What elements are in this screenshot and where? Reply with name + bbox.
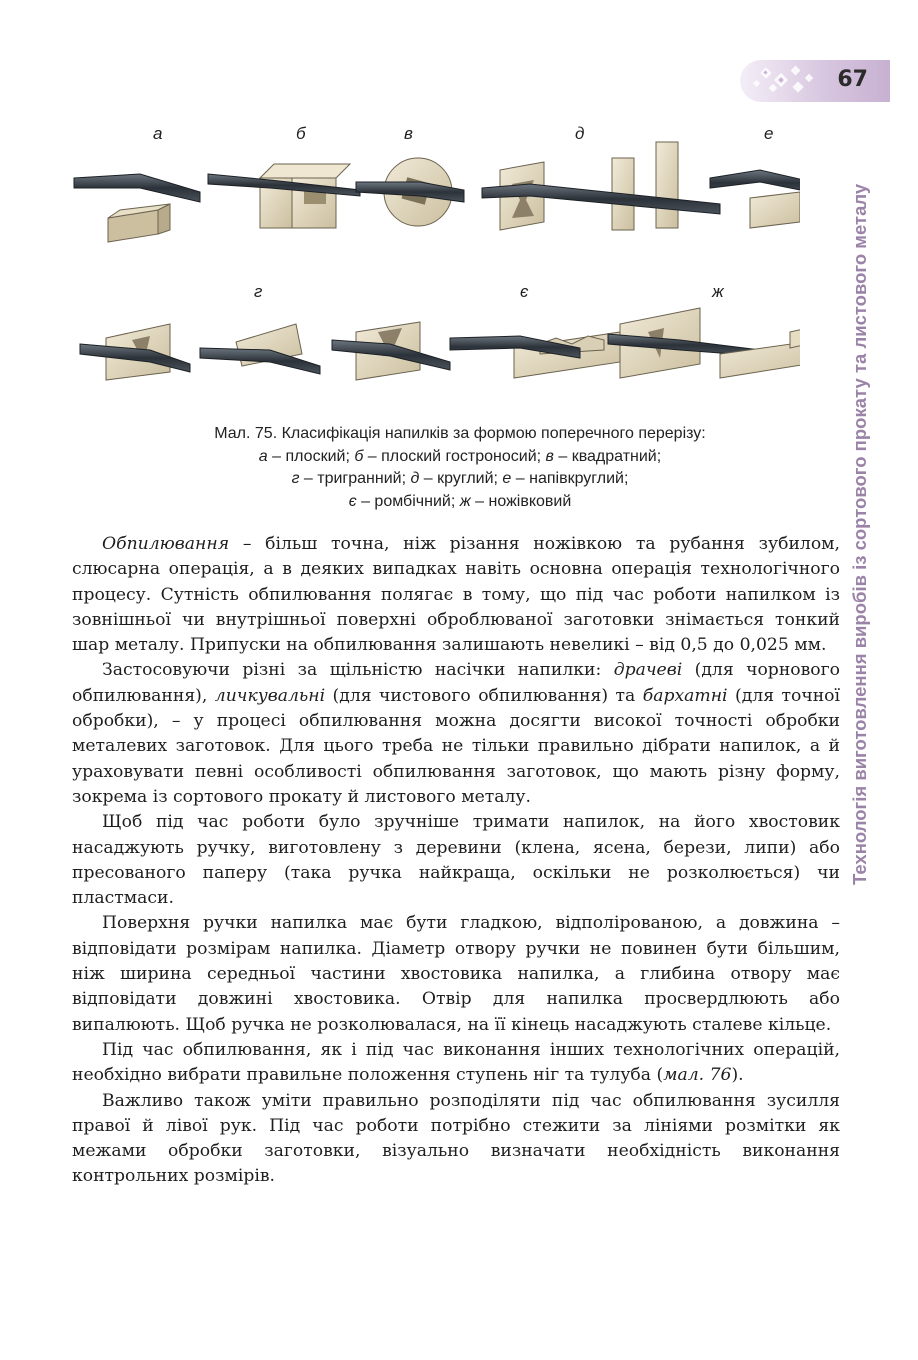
paragraph-4: Поверхня ручки напилка має бути гладкою, відполірованою, а довжина – відповідати розмірам напилка. Діаметр отвору ручки не повинен бути більшим, ніж ширина середньої частини хвостовика напилка, а глибина отвору має відповідати довжині хвостовика. Отвір для напилка просвердлюють або випалюють. Щоб ручка не розколювалася, на її кінець насаджують сталеве кільце. — [72, 913, 840, 1035]
caption-text: – круглий; — [419, 470, 503, 487]
caption-letter: в — [545, 447, 554, 465]
term-obpyliuvannia: Обпилювання — [102, 534, 230, 554]
figure-label-zh: ж — [712, 282, 724, 301]
caption-letter: г — [291, 470, 300, 487]
figure-caption — [100, 423, 820, 513]
figure-label-g: г — [254, 282, 263, 301]
running-head: Технологія виготовлення виробів із сортового прокату та листового металу — [849, 183, 870, 885]
caption-title: Мал. 75. Класифікація напилків за формою поперечного перерізу: — [214, 425, 706, 442]
caption-letter: є — [348, 492, 357, 510]
file-half-round-illustration — [710, 170, 800, 228]
caption-text: – квадратний; — [553, 447, 662, 465]
figure-label-d: д — [575, 124, 585, 143]
term-dracheve: драчеві — [613, 660, 683, 681]
ornament-icon — [748, 63, 818, 99]
paragraph-text: (для чорнового обпилювання), — [72, 660, 840, 706]
file-triangular-illustration — [80, 324, 320, 380]
figure-label-b: б — [296, 124, 306, 143]
caption-line-4 — [100, 491, 820, 514]
paragraph-2 — [72, 658, 840, 810]
paragraph-text: ). — [731, 1065, 744, 1086]
paragraph-1 — [72, 532, 840, 658]
figure-label-a: а — [153, 124, 163, 143]
paragraph-text: (для точної обробки), – у процесі обпилювання можна досягти високої точності обробки металевих заготовок. Для цього треба не тільки правильно дібрати напилок, а й ураховувати певні особливості обпилювання заготовок, що мають різну форму, зокрема із сортового прокату й листового металу. — [72, 685, 841, 807]
file-knife-illustration — [608, 308, 800, 378]
file-triangular-block-illustration — [332, 322, 450, 380]
caption-text: – плоский; — [267, 447, 355, 465]
paragraph-5 — [72, 1038, 840, 1089]
paragraph-text: (для чистового обпилювання) та — [325, 685, 643, 706]
paragraph-3: Щоб під час роботи було зручніше тримати напилок, на його хвостовик насаджують ручку, виготовлену з деревини (клена, ясена, берези, липи) або пресованого паперу (така ручка найкраща, оскільки не розколюється) чи пластмаси. — [72, 812, 840, 909]
caption-text: – тригранний; — [299, 470, 411, 487]
figure-illustrations — [60, 118, 800, 418]
caption-letter: б — [354, 447, 364, 465]
caption-text: – ромбічний; — [356, 492, 460, 510]
file-rhombic-illustration — [450, 332, 620, 378]
caption-letter: е — [502, 470, 512, 487]
page-number: 67 — [837, 67, 868, 92]
paragraph-text: – більш точна, ніж різання ножівкою та рубання зубилом, слюсарна операція, а в деяких випадках навіть основна операція технологічного процесу. Сутність обпилювання полягає в тому, що під час роботи напилком із зовнішньої чи внутрішньої поверхні оброблюваної заготовки знімається тонкий шар металу. Припуски на обпилювання залишають невеликі – від 0,5 до 0,025 мм. — [72, 534, 840, 656]
paragraph-text: Застосовуючи різні за щільністю насічки напилки: — [102, 660, 614, 681]
term-lychkuvalni: личкувальні — [214, 685, 326, 706]
figure-label-e: е — [764, 124, 774, 143]
file-round-illustration — [482, 142, 720, 230]
file-square-illustration — [356, 158, 464, 226]
term-barkhatni: бархатні — [642, 685, 728, 706]
paragraph-6: Важливо також уміти правильно розподіляти під час обпилювання зусилля правої й лівої рук. Під час роботи потрібно стежити за лініями розмітки як межами обробки заготовки, візуально визначати необхідність виконання контрольних розмірів. — [72, 1090, 840, 1187]
body-text — [72, 532, 840, 1190]
figure-file-cross-sections — [60, 118, 800, 418]
caption-letter: д — [410, 470, 420, 487]
caption-line-2 — [100, 446, 820, 469]
file-flat-illustration — [74, 174, 200, 242]
figure-reference: мал. 76 — [663, 1065, 732, 1086]
caption-text: – плоский гостроносий; — [363, 447, 546, 465]
page-number-tab — [740, 60, 890, 102]
caption-line-3 — [100, 468, 820, 491]
paragraph-text: Під час обпилювання, як і під час виконання інших технологічних операцій, необхідно вибрати правильне положення ступень ніг та тулуба ( — [72, 1039, 840, 1086]
caption-letter: ж — [459, 492, 471, 510]
file-flat-pointed-illustration — [208, 164, 360, 228]
figure-label-ye: є — [520, 282, 529, 301]
figure-label-v: в — [404, 124, 413, 143]
caption-letter: а — [258, 447, 268, 465]
caption-text: – ножівковий — [470, 492, 572, 510]
caption-text: – напівкруглий; — [511, 470, 629, 487]
